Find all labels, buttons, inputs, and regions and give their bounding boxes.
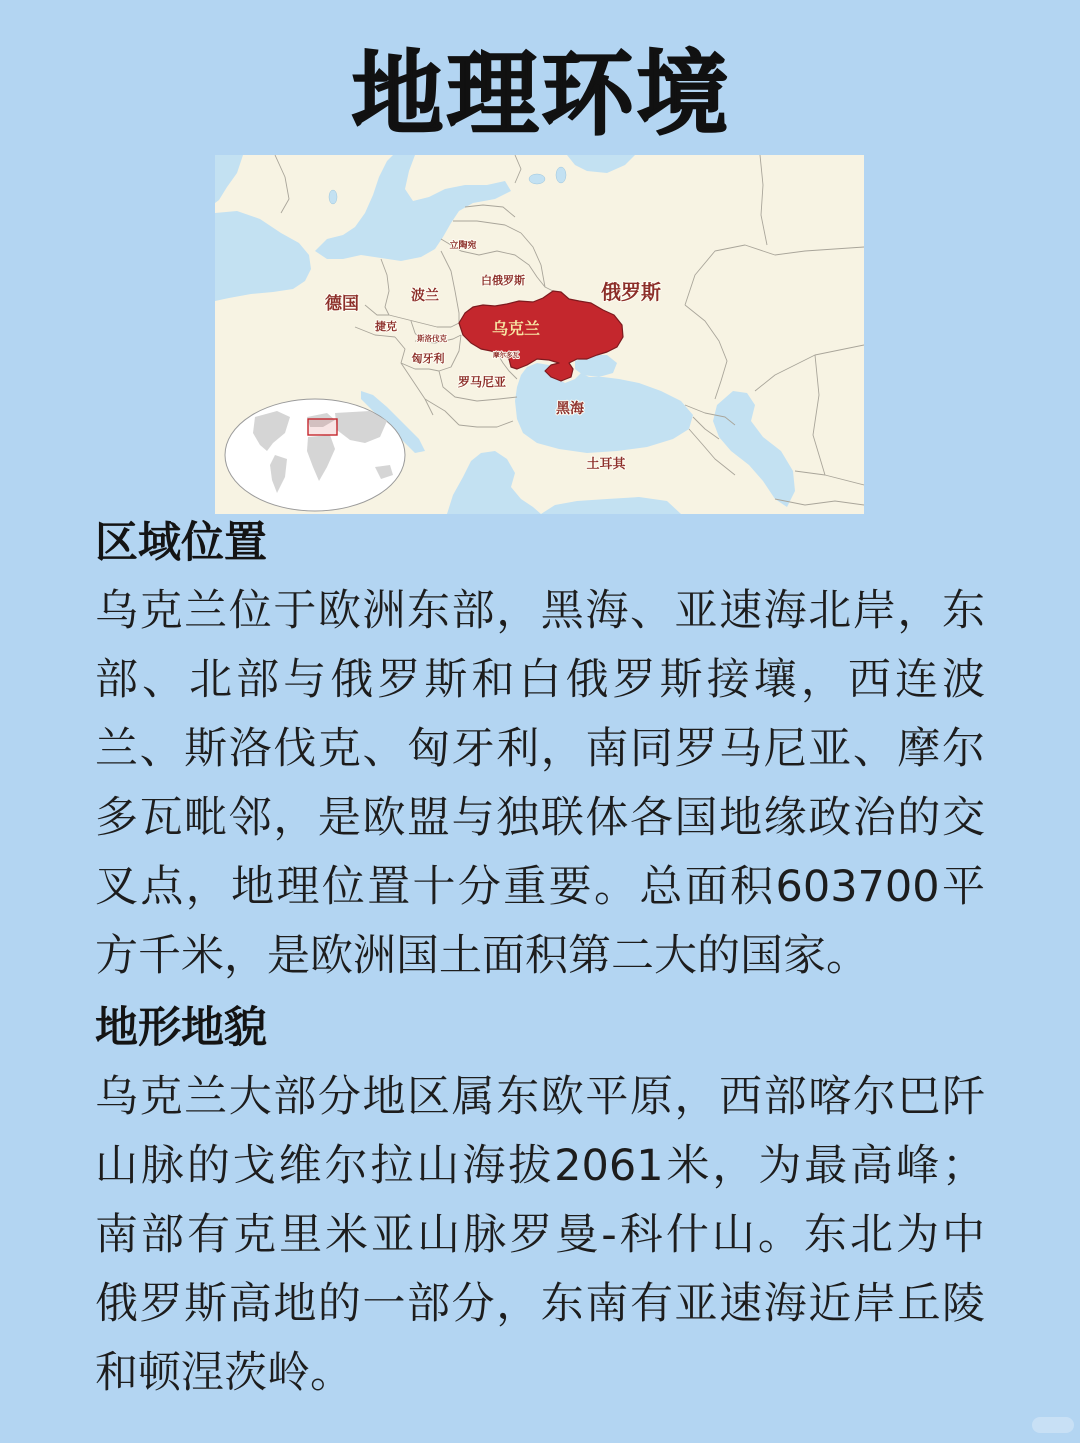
page-title: 地理环境 bbox=[351, 41, 732, 148]
label-black-sea: 黑海 bbox=[556, 401, 584, 417]
label-czech: 捷克 bbox=[375, 320, 397, 333]
section-heading: 地形地貌 bbox=[95, 1003, 267, 1053]
label-moldova: 摩尔多瓦 bbox=[493, 351, 519, 359]
paragraph-line: 多瓦毗邻，是欧盟与独联体各国地缘政治的交 bbox=[95, 793, 985, 843]
globe-inset bbox=[225, 399, 405, 511]
paragraph-line: 乌克兰位于欧洲东部，黑海、亚速海北岸，东 bbox=[95, 586, 985, 636]
label-belarus: 白俄罗斯 bbox=[481, 274, 525, 287]
label-hungary: 匈牙利 bbox=[411, 352, 445, 365]
label-germany: 德国 bbox=[325, 294, 359, 314]
label-poland: 波兰 bbox=[411, 288, 439, 304]
globe-highlight-box bbox=[308, 419, 337, 435]
label-lithuania: 立陶宛 bbox=[449, 241, 477, 251]
section-heading: 区域位置 bbox=[95, 518, 267, 568]
section-paragraph bbox=[95, 1063, 985, 1408]
paragraph-line: 方千米，是欧洲国土面积第二大的国家。 bbox=[95, 931, 869, 981]
label-turkey: 土耳其 bbox=[586, 457, 626, 472]
lake-ladoga bbox=[529, 174, 545, 184]
lake-onega bbox=[556, 167, 566, 183]
paragraph-line: 乌克兰大部分地区属东欧平原，西部喀尔巴阡 bbox=[95, 1072, 985, 1122]
paragraph-line: 部、北部与俄罗斯和白俄罗斯接壤，西连波 bbox=[95, 655, 985, 705]
paragraph-line: 叉点，地理位置十分重要。总面积603700平 bbox=[95, 862, 985, 912]
lake-vanern bbox=[329, 190, 337, 204]
map-svg bbox=[215, 155, 864, 514]
paragraph-line: 南部有克里米亚山脉罗曼-科什山。东北为中 bbox=[95, 1210, 985, 1260]
ukraine-location-map bbox=[215, 155, 864, 514]
label-slovakia: 斯洛伐克 bbox=[417, 334, 447, 343]
watermark-badge bbox=[1032, 1417, 1074, 1433]
paragraph-line: 俄罗斯高地的一部分，东南有亚速海近岸丘陵 bbox=[95, 1279, 985, 1329]
paragraph-line: 和顿涅茨岭。 bbox=[95, 1348, 353, 1398]
label-ukraine: 乌克兰 bbox=[491, 319, 541, 338]
section-paragraph bbox=[95, 577, 985, 991]
paragraph-line: 山脉的戈维尔拉山海拔2061米，为最高峰； bbox=[95, 1141, 985, 1191]
label-romania: 罗马尼亚 bbox=[457, 375, 507, 389]
paragraph-line: 兰、斯洛伐克、匈牙利，南同罗马尼亚、摩尔 bbox=[95, 724, 985, 774]
label-russia: 俄罗斯 bbox=[601, 280, 661, 304]
